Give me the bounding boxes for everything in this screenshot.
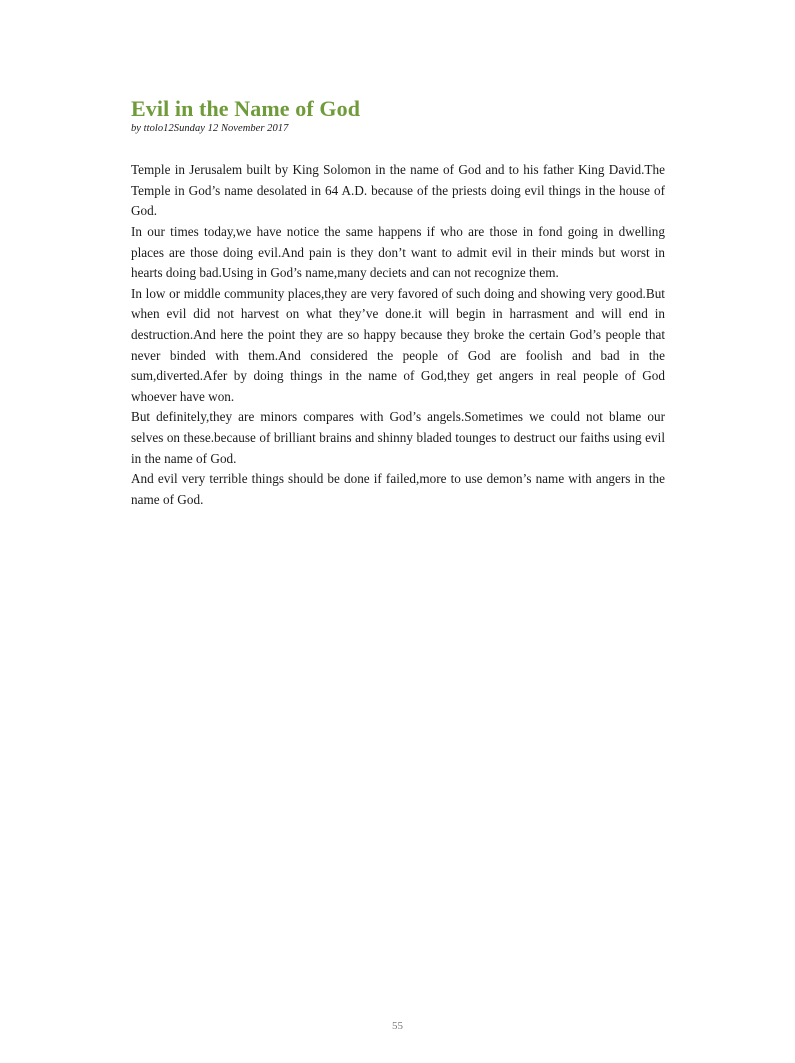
byline: by ttolo12Sunday 12 November 2017 <box>131 123 289 135</box>
article-body <box>131 160 665 510</box>
paragraph: And evil very terrible things should be done if failed,more to use demon’s name with angers in the name of God. <box>131 471 665 507</box>
document-content <box>131 96 665 510</box>
page-title: Evil in the Name of God <box>131 96 361 121</box>
page-number: 55 <box>392 1020 403 1032</box>
paragraph: In our times today,we have notice the same happens if who are those in fond going in dwelling places are those doing evil.And pain is they don’t want to admit evil in their minds but worst in hearts doing bad.Using in God’s name,many deciets and can not recognize them. <box>131 224 665 281</box>
paragraph: But definitely,they are minors compares with God’s angels.Sometimes we could not blame our selves on these.because of brilliant brains and shinny bladed tounges to destruct our faiths using evil in the name of God. <box>131 409 665 466</box>
paragraph: In low or middle community places,they are very favored of such doing and showing very good.But when evil did not harvest on what they’ve done.it will begin in harrasment and will end in destruction.And here the point they are so happy because they broke the certain God’s people that never binded with them.And considered the people of God are foolish and bad in the sum,diverted.Afer by doing things in the name of God,they get angers in real people of God whoever have won. <box>131 285 665 404</box>
paragraph: Temple in Jerusalem built by King Solomon in the name of God and to his father King David.The Temple in God’s name desolated in 64 A.D. because of the priests doing evil things in the house of God. <box>131 162 665 219</box>
